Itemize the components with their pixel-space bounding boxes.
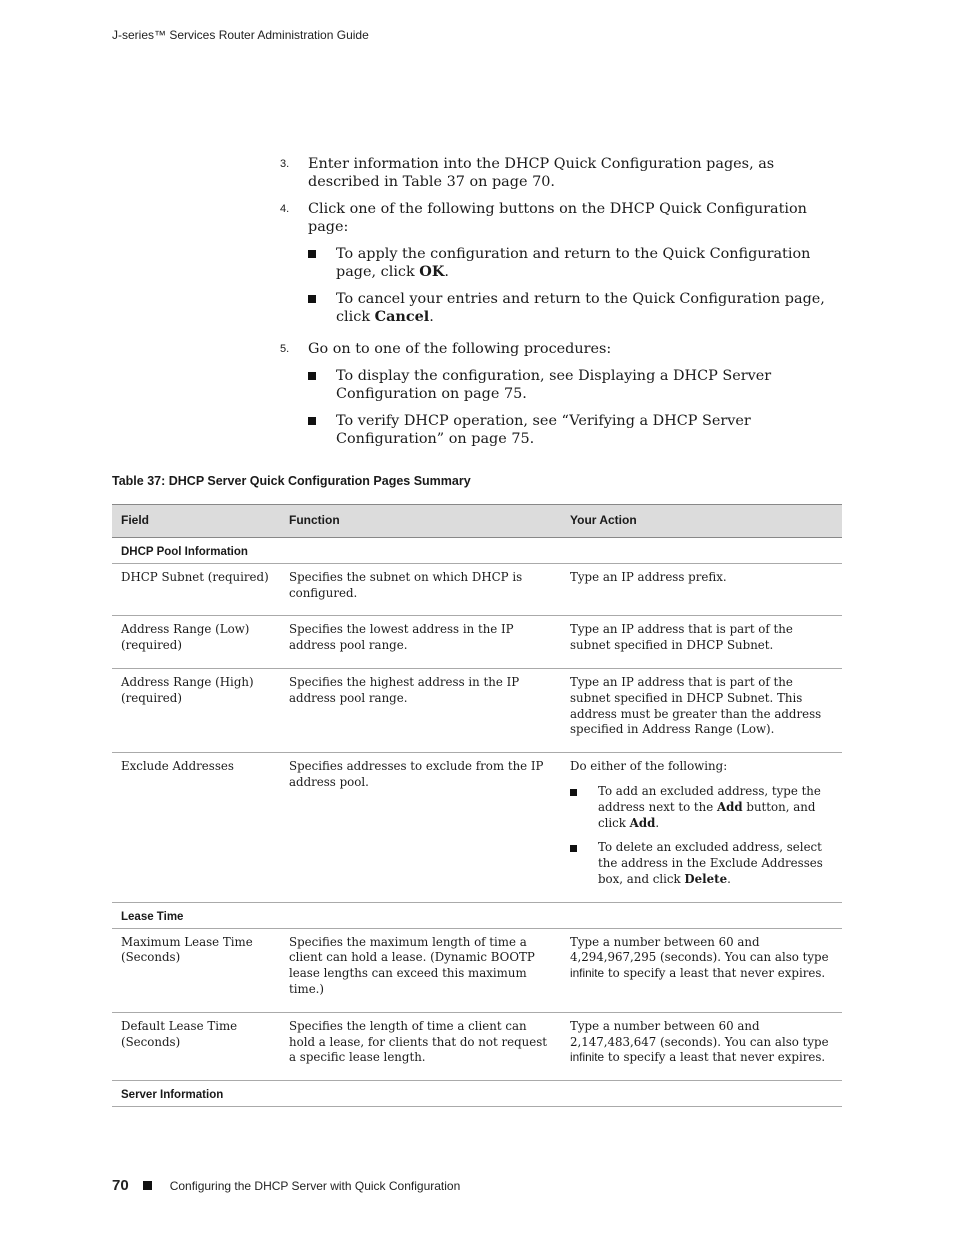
- page-number: 70: [112, 1177, 129, 1194]
- bullet-item: To verify DHCP operation, see “Verifying a DHCP Server Configuration” on page 75.: [308, 412, 845, 448]
- bullet-item: To display the configuration, see Displaying a DHCP Server Configuration on page 75.: [308, 367, 845, 403]
- bullet-square-icon: [570, 845, 577, 852]
- add-keyword: Add: [629, 815, 656, 830]
- column-header-action: Your Action: [561, 505, 842, 538]
- footer-square-icon: [143, 1181, 152, 1190]
- bullet-square-icon: [308, 417, 316, 425]
- action-cell: Type an IP address that is part of the subnet specified in DHCP Subnet. This address must be greater than the address specified in Address Range (Low).: [561, 668, 842, 752]
- procedure-steps: [280, 155, 845, 457]
- action-cell: Type an IP address prefix.: [561, 563, 842, 616]
- step-number: 5.: [280, 343, 290, 355]
- action-cell: Type a number between 60 and 2,147,483,647 (seconds). You can also type infinite to specify a least that never expires.: [561, 1012, 842, 1080]
- column-header-function: Function: [280, 505, 561, 538]
- table-row: [112, 563, 842, 616]
- step-text: Enter information into the DHCP Quick Configuration pages, as described in Table 37 on page 70.: [308, 156, 775, 190]
- bullet-square-icon: [308, 372, 316, 380]
- field-cell: Default Lease Time (Seconds): [112, 1012, 280, 1080]
- column-header-field: Field: [112, 505, 280, 538]
- function-cell: Specifies addresses to exclude from the IP address pool.: [280, 753, 561, 903]
- action-cell: Type a number between 60 and 4,294,967,295 (seconds). You can also type infinite to specify a least that never expires.: [561, 928, 842, 1012]
- bullet-item: To apply the configuration and return to the Quick Configuration page, click OK.: [308, 245, 845, 281]
- step-number: 3.: [280, 158, 290, 170]
- add-keyword: Add: [717, 799, 743, 814]
- field-cell: Exclude Addresses: [112, 753, 280, 903]
- bullet-item: To delete an excluded address, select the address in the Exclude Addresses box, and click Delete.: [570, 840, 833, 887]
- step-number: 4.: [280, 203, 290, 215]
- bullet-item: To cancel your entries and return to the Quick Configuration page, click Cancel.: [308, 290, 845, 326]
- step-text: Go on to one of the following procedures:: [308, 341, 612, 357]
- field-cell: DHCP Subnet (required): [112, 563, 280, 616]
- function-cell: Specifies the lowest address in the IP address pool range.: [280, 616, 561, 669]
- section-title: Lease Time: [112, 902, 842, 928]
- section-row: [112, 538, 842, 564]
- function-cell: Specifies the length of time a client can hold a lease, for clients that do not request a specific lease length.: [280, 1012, 561, 1080]
- table-row: [112, 668, 842, 752]
- function-cell: Specifies the maximum length of time a client can hold a lease. (Dynamic BOOTP lease lengths can exceed this maximum time.): [280, 928, 561, 1012]
- ok-keyword: OK: [419, 263, 445, 280]
- function-cell: Specifies the subnet on which DHCP is configured.: [280, 563, 561, 616]
- table-caption: Table 37: DHCP Server Quick Configuration Pages Summary: [112, 474, 471, 488]
- bullet-square-icon: [308, 250, 316, 258]
- footer-section-title: Configuring the DHCP Server with Quick Configuration: [169, 1178, 461, 1193]
- section-row: [112, 1081, 842, 1107]
- section-row: [112, 902, 842, 928]
- summary-table: [112, 504, 842, 1107]
- page-footer: [112, 1177, 460, 1194]
- table-row: [112, 1012, 842, 1080]
- bullet-square-icon: [308, 295, 316, 303]
- delete-keyword: Delete: [684, 871, 728, 886]
- field-cell: Address Range (High) (required): [112, 668, 280, 752]
- section-title: DHCP Pool Information: [112, 538, 842, 564]
- field-cell: Maximum Lease Time (Seconds): [112, 928, 280, 1012]
- table-row: [112, 616, 842, 669]
- function-cell: Specifies the highest address in the IP address pool range.: [280, 668, 561, 752]
- step-3: [280, 155, 845, 191]
- step-5: [280, 340, 845, 448]
- field-cell: Address Range (Low) (required): [112, 616, 280, 669]
- running-header: J-series™ Services Router Administration Guide: [112, 28, 369, 42]
- action-intro: Do either of the following:: [570, 759, 728, 774]
- bullet-square-icon: [570, 789, 577, 796]
- table-row: [112, 928, 842, 1012]
- infinite-keyword: infinite: [570, 1050, 605, 1065]
- infinite-keyword: infinite: [570, 966, 605, 981]
- step-text: Click one of the following buttons on the DHCP Quick Configuration page:: [308, 201, 807, 235]
- section-title: Server Information: [112, 1081, 842, 1107]
- bullet-item: To add an excluded address, type the address next to the Add button, and click Add.: [570, 784, 833, 831]
- step-4: [280, 200, 845, 326]
- table-row: [112, 753, 842, 903]
- cancel-keyword: Cancel: [374, 308, 430, 325]
- action-cell: Type an IP address that is part of the subnet specified in DHCP Subnet.: [561, 616, 842, 669]
- action-cell: [561, 753, 842, 903]
- table-header-row: [112, 505, 842, 538]
